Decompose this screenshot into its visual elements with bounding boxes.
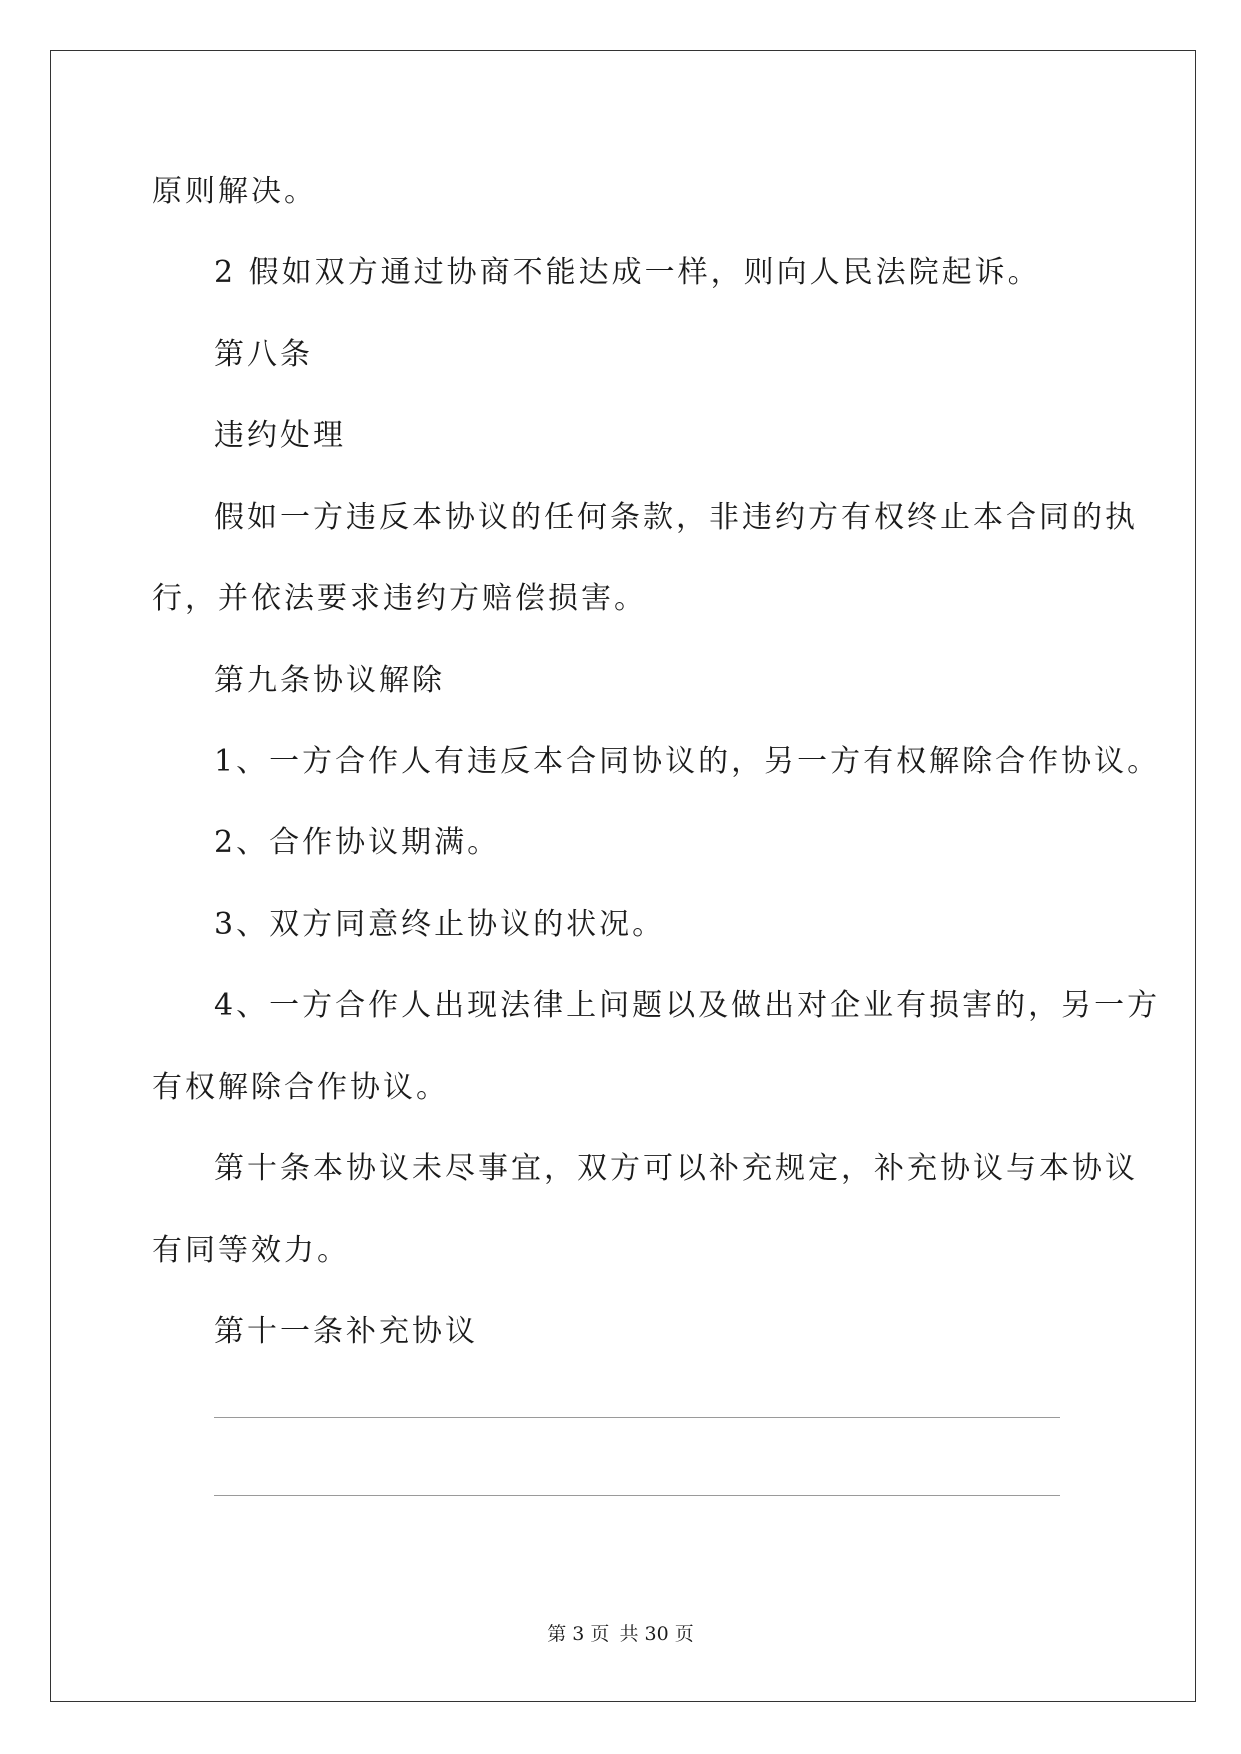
article-10-cont: 有同等效力。 bbox=[152, 1233, 350, 1268]
page-border bbox=[50, 50, 1196, 1702]
total-pages: 共 30 页 bbox=[619, 1623, 694, 1645]
blank-fill-line-2 bbox=[214, 1495, 1060, 1496]
list-item-1: 1、一方合作人有违反本合同协议的，另一方有权解除合作协议。 bbox=[214, 744, 1161, 779]
text-line-5: 假如一方违反本协议的任何条款，非违约方有权终止本合同的执 bbox=[214, 500, 1138, 535]
list-item-3: 3、双方同意终止协议的状况。 bbox=[214, 907, 666, 942]
list-item-4: 4、一方合作人出现法律上问题以及做出对企业有损害的，另一方 bbox=[214, 988, 1161, 1023]
blank-fill-line-1 bbox=[214, 1417, 1060, 1418]
list-item-2: 2、合作协议期满。 bbox=[214, 825, 501, 860]
breach-heading: 违约处理 bbox=[214, 418, 346, 453]
article-8-heading: 第八条 bbox=[214, 337, 313, 372]
article-9-heading: 第九条协议解除 bbox=[214, 663, 445, 698]
text-line-6: 行，并依法要求违约方赔偿损害。 bbox=[152, 581, 647, 616]
article-11-heading: 第十一条补充协议 bbox=[214, 1314, 478, 1349]
page-footer bbox=[0, 1621, 1241, 1647]
text-line-1: 原则解决。 bbox=[152, 174, 317, 209]
article-10-text: 第十条本协议未尽事宜，双方可以补充规定，补充协议与本协议 bbox=[214, 1151, 1138, 1186]
list-item-4-cont: 有权解除合作协议。 bbox=[152, 1070, 449, 1105]
page-number: 第 3 页 bbox=[547, 1623, 610, 1645]
text-line-2: 2 假如双方通过协商不能达成一样，则向人民法院起诉。 bbox=[214, 255, 1041, 290]
